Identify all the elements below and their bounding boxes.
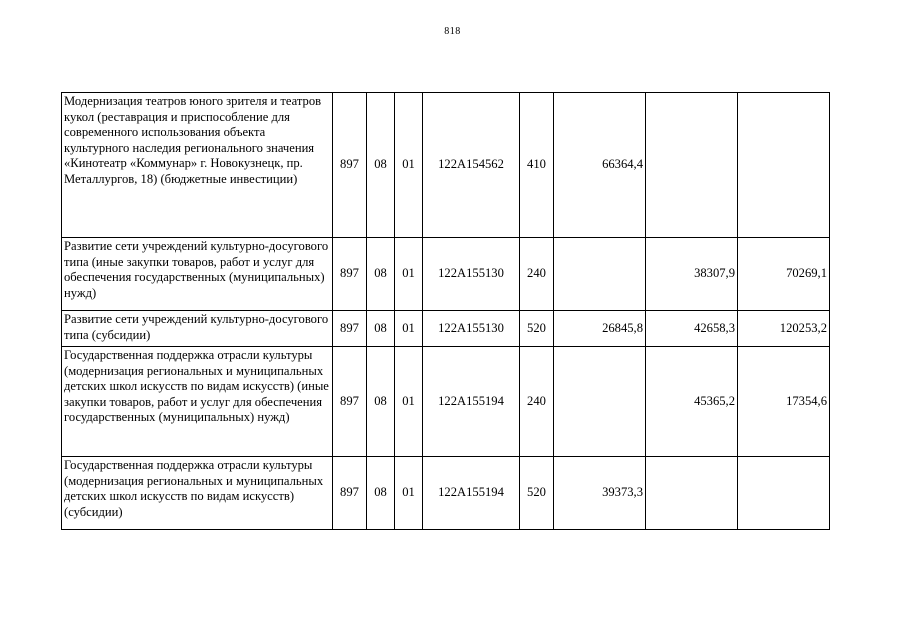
subsection-code: 01 [395, 311, 423, 347]
row-name: Государственная поддержка отрасли культуры (модернизация региональных и муниципальных детских школ искусств по видам искусств) (иные закупки товаров, работ и услуг для обеспечения государственных (муниципальных) нужд) [62, 347, 333, 457]
table-row [62, 238, 830, 311]
expense-type-code: 410 [520, 93, 554, 238]
table-row [62, 311, 830, 347]
amount-1-cell [554, 347, 646, 457]
amount-1-cell: 66364,4 [554, 93, 646, 238]
section-code: 08 [367, 311, 395, 347]
amount-2-cell: 42658,3 [646, 311, 738, 347]
row-name: Государственная поддержка отрасли культуры (модернизация региональных и муниципальных детских школ искусств по видам искусств) (субсидии) [62, 457, 333, 530]
expense-type-code: 520 [520, 311, 554, 347]
row-name: Развитие сети учреждений культурно-досугового типа (субсидии) [62, 311, 333, 347]
table-row [62, 93, 830, 238]
amount-2-cell [646, 457, 738, 530]
expense-type-code: 520 [520, 457, 554, 530]
target-article-code: 122A154562 [423, 93, 520, 238]
ministry-code: 897 [333, 93, 367, 238]
ministry-code: 897 [333, 457, 367, 530]
budget-table [61, 92, 830, 530]
amount-2-cell [646, 93, 738, 238]
expense-type-code: 240 [520, 238, 554, 311]
amount-3-cell [738, 93, 830, 238]
ministry-code: 897 [333, 238, 367, 311]
section-code: 08 [367, 93, 395, 238]
section-code: 08 [367, 457, 395, 530]
ministry-code: 897 [333, 347, 367, 457]
amount-2-cell: 38307,9 [646, 238, 738, 311]
subsection-code: 01 [395, 347, 423, 457]
amount-3-cell: 120253,2 [738, 311, 830, 347]
target-article-code: 122A155194 [423, 347, 520, 457]
subsection-code: 01 [395, 238, 423, 311]
amount-3-cell [738, 457, 830, 530]
subsection-code: 01 [395, 93, 423, 238]
ministry-code: 897 [333, 311, 367, 347]
table-row [62, 347, 830, 457]
amount-1-cell [554, 238, 646, 311]
expense-type-code: 240 [520, 347, 554, 457]
subsection-code: 01 [395, 457, 423, 530]
target-article-code: 122A155194 [423, 457, 520, 530]
amount-1-cell: 39373,3 [554, 457, 646, 530]
amount-3-cell: 17354,6 [738, 347, 830, 457]
row-name: Развитие сети учреждений культурно-досугового типа (иные закупки товаров, работ и услуг для обеспечения государственных (муниципальных) нужд) [62, 238, 333, 311]
target-article-code: 122A155130 [423, 238, 520, 311]
section-code: 08 [367, 347, 395, 457]
section-code: 08 [367, 238, 395, 311]
amount-2-cell: 45365,2 [646, 347, 738, 457]
table-row [62, 457, 830, 530]
amount-3-cell: 70269,1 [738, 238, 830, 311]
amount-1-cell: 26845,8 [554, 311, 646, 347]
row-name: Модернизация театров юного зрителя и театров кукол (реставрация и приспособление для современного использования объекта культурного наследия регионального значения «Кинотеатр «Коммунар» г. Новокузнецк, пр. Металлургов, 18) (бюджетные инвестиции) [62, 93, 333, 238]
page-number: 818 [444, 26, 461, 37]
target-article-code: 122A155130 [423, 311, 520, 347]
